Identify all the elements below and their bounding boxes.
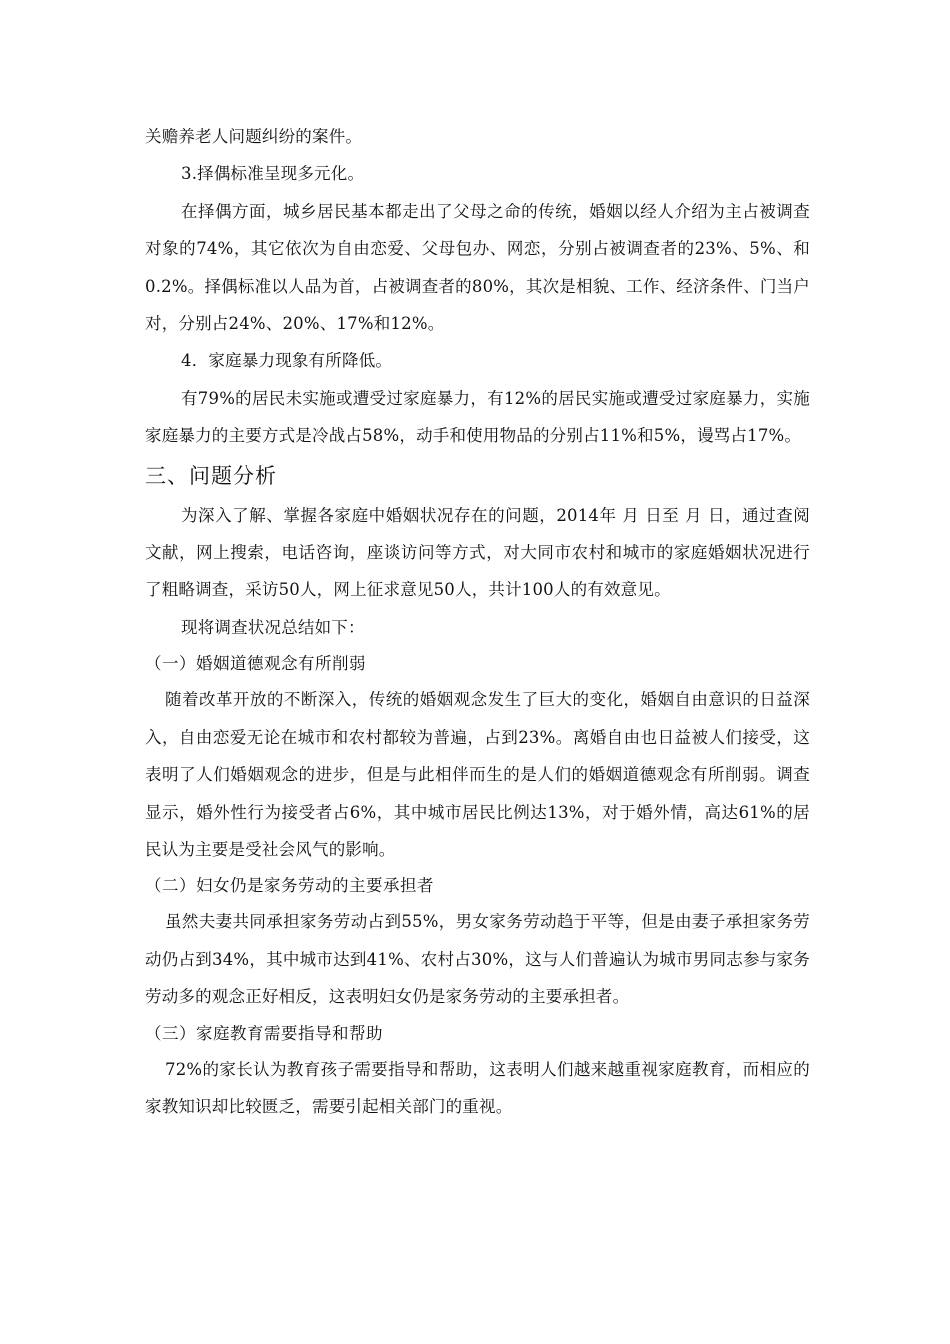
section-title: 三、问题分析 xyxy=(145,463,277,488)
point-3-paragraph: 在择偶方面，城乡居民基本都走出了父母之命的传统，婚姻以经人介绍为主占被调查对象的74%，其它依次为自由恋爱、父母包办、网恋，分别占被调查者的23%、5%、和0.2%。择偶标准以人品为首，占被调查者的80%，其次是相貌、工作、经济条件、门当户对，分别占24%、20%、17%和12%。 xyxy=(145,201,810,334)
point-4-paragraph: 有79%的居民未实施或遭受过家庭暴力，有12%的居民实施或遭受过家庭暴力，实施家庭暴力的主要方式是冷战占58%，动手和使用物品的分别占11%和5%，谩骂占17%。 xyxy=(145,388,810,446)
subsection-3-paragraph: 72%的家长认为教育孩子需要指导和帮助，这表明人们越来越重视家庭教育，而相应的家教知识却比较匮乏，需要引起相关部门的重视。 xyxy=(145,1059,810,1116)
paragraph-continuation: 关赡养老人问题纠纷的案件。 xyxy=(145,127,363,146)
point-4-heading: 4．家庭暴力现象有所降低。 xyxy=(181,351,393,371)
subsection-3-title: （三）家庭教育需要指导和帮助 xyxy=(145,1023,383,1043)
subsection-2-title: （二）妇女仍是家务劳动的主要承担者 xyxy=(145,876,434,896)
subsection-1-title: （一）婚姻道德观念有所削弱 xyxy=(145,654,366,674)
point-3-heading: 3.择偶标准呈现多元化。 xyxy=(181,164,365,184)
summary-line: 现将调查状况总结如下： xyxy=(181,617,365,637)
subsection-1-paragraph: 随着改革开放的不断深入，传统的婚姻观念发生了巨大的变化，婚姻自由意识的日益深入，自由恋爱无论在城市和农村都较为普遍，占到23%。离婚自由也日益被人们接受，这表明了人们婚姻观念的进步，但是与此相伴而生的是人们的婚姻道德观念有所削弱。调查显示，婚外性行为接受者占6%，其中城市居民比例达13%，对于婚外情，高达61%的居民认为主要是受社会风气的影响。 xyxy=(145,690,810,859)
section-intro-paragraph: 为深入了解、掌握各家庭中婚姻状况存在的问题，2014年 月 日至 月 日，通过查阅文献，网上搜索，电话咨询，座谈访问等方式，对大同市农村和城市的家庭婚姻状况进行了粗略调查，采访50人，网上征求意见50人，共计100人的有效意见。 xyxy=(145,505,810,600)
subsection-2-paragraph: 虽然夫妻共同承担家务劳动占到55%，男女家务劳动趋于平等，但是由妻子承担家务劳动仍占到34%，其中城市达到41%、农村占30%，这与人们普遍认为城市男同志参与家务劳动多的观念正好相反，这表明妇女仍是家务劳动的主要承担者。 xyxy=(145,912,810,1007)
document-page xyxy=(145,118,810,1125)
